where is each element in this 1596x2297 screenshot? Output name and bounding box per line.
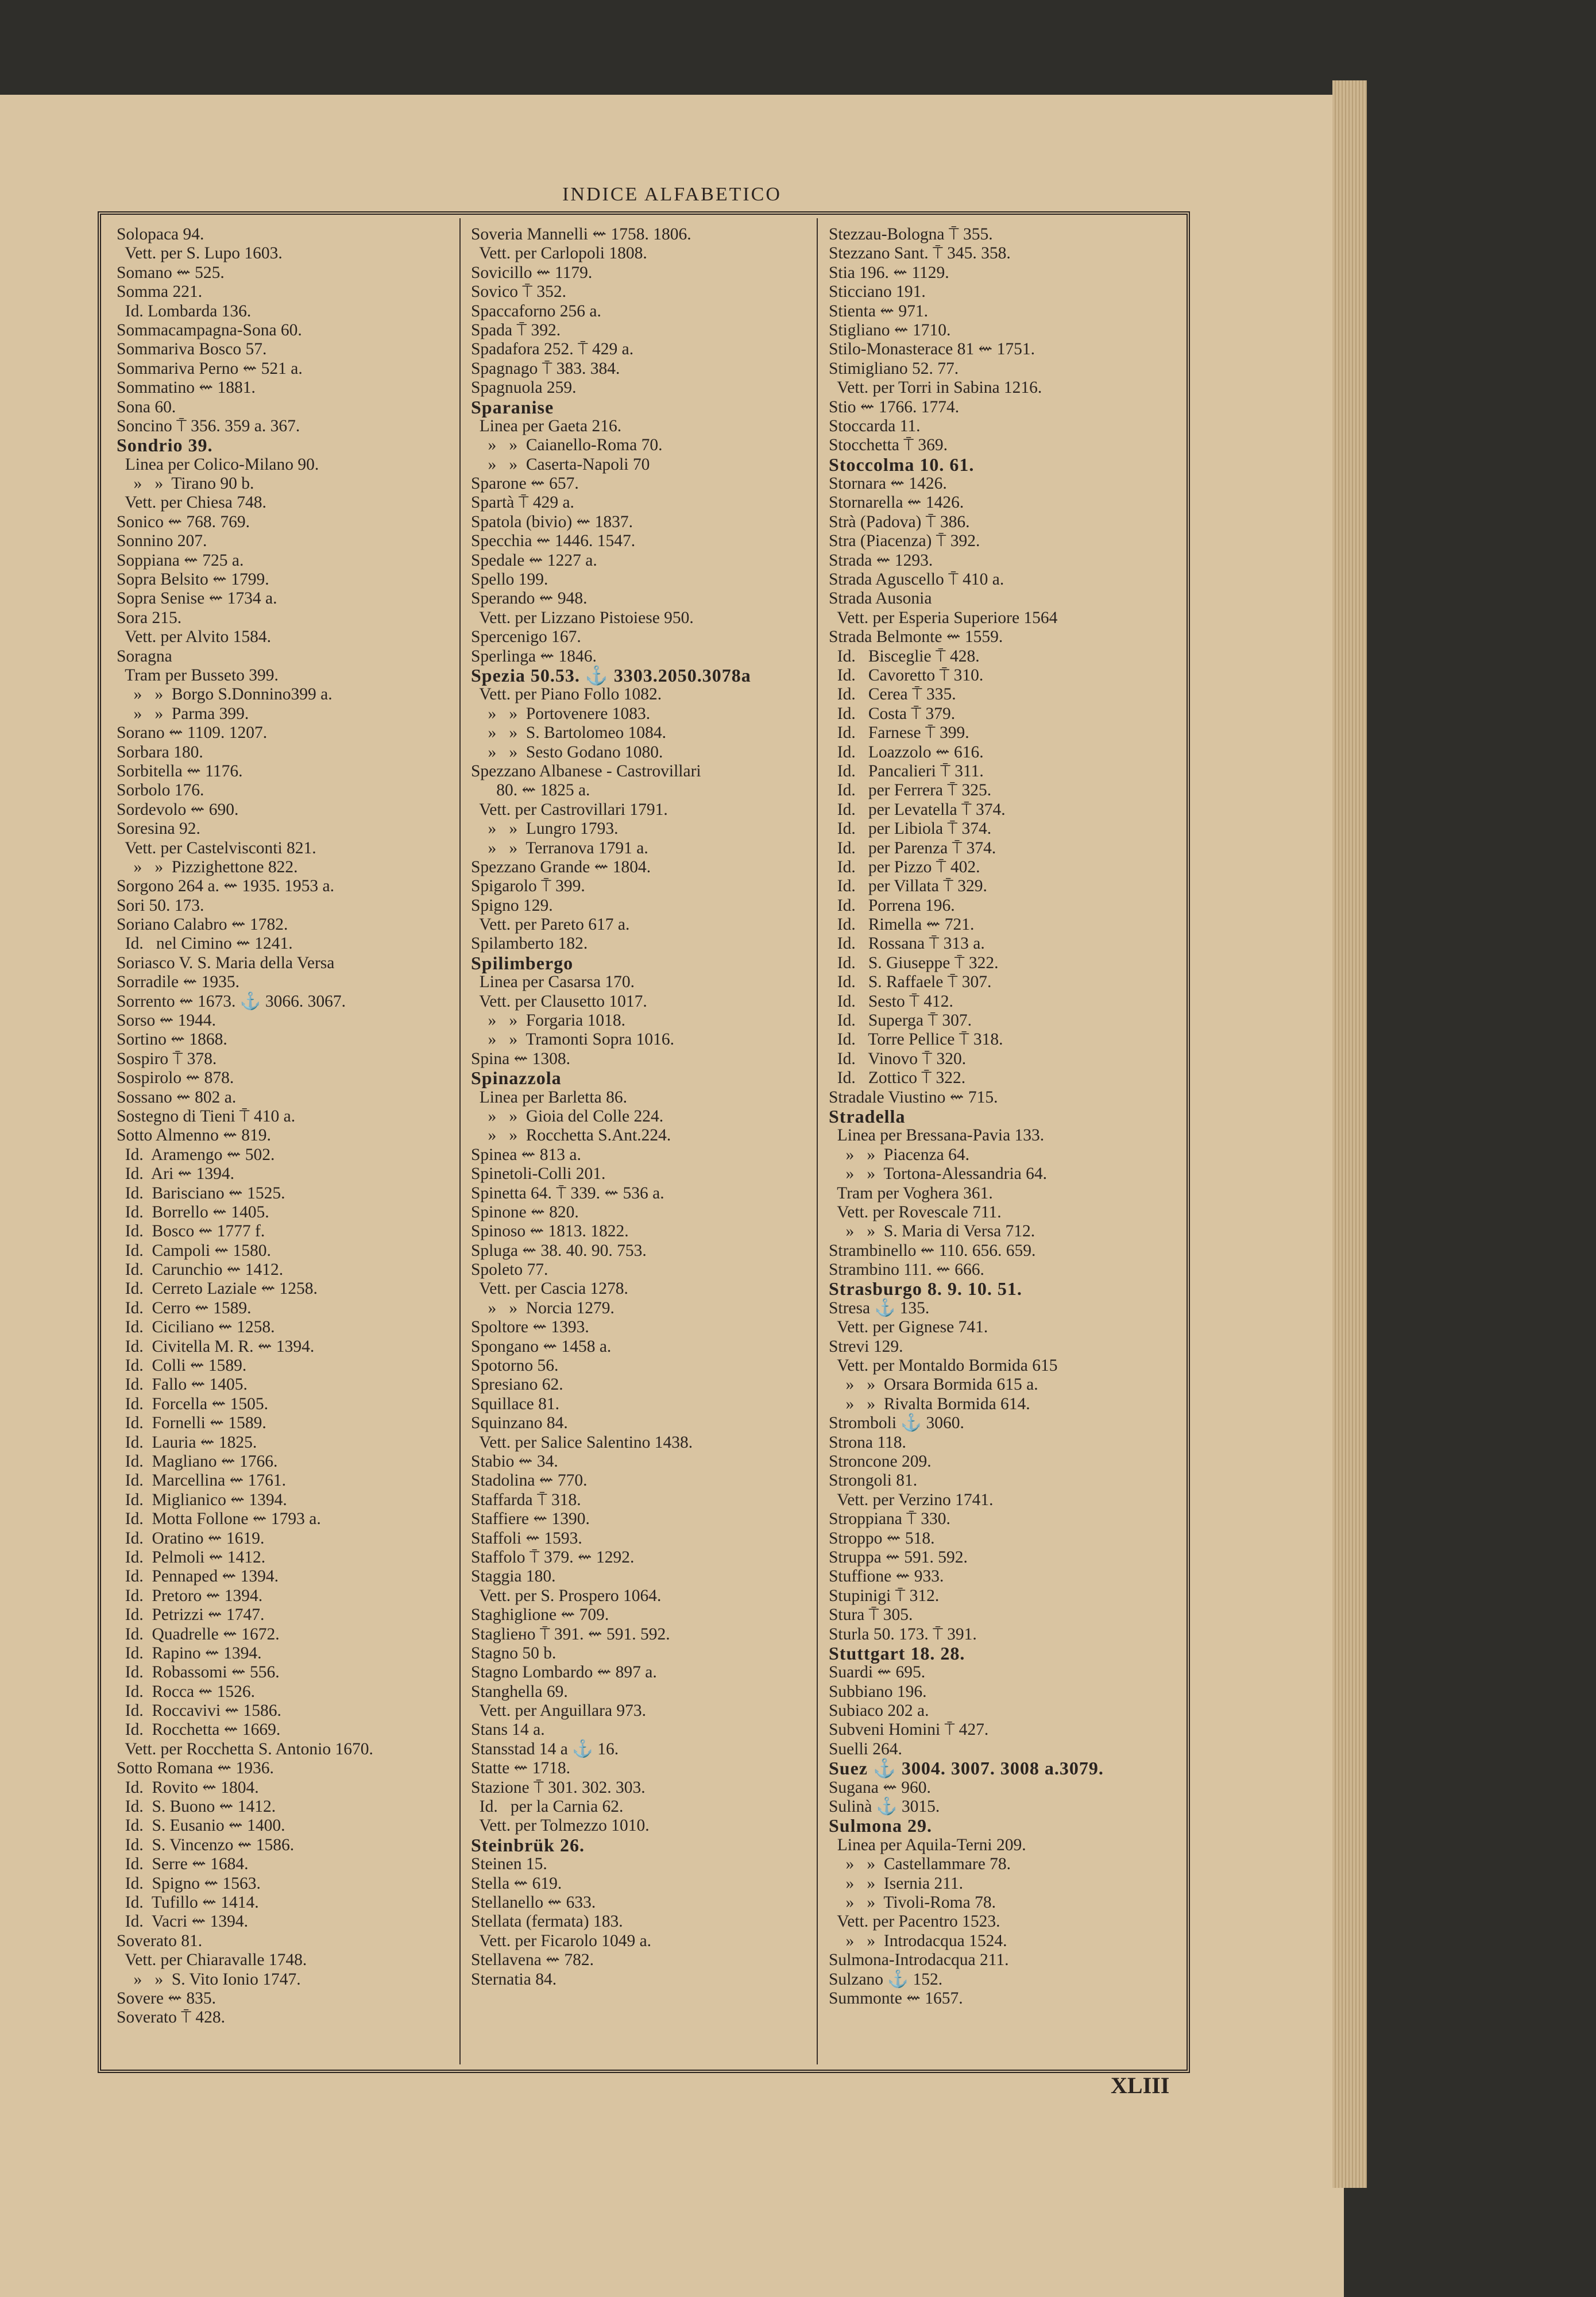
- index-entry: Vett. per Alvito 1584.: [117, 628, 272, 647]
- index-entry: Staffarda ⍑ 318.: [471, 1490, 581, 1509]
- index-entry: Sospirolo ⇜ 878.: [117, 1069, 234, 1088]
- index-entry: Subbiano 196.: [829, 1682, 927, 1701]
- index-column-1: [117, 225, 467, 2028]
- index-entry: Id. Lauria ⇜ 1825.: [117, 1433, 257, 1452]
- index-entry: Id. Bisceglie ⍑ 428.: [829, 647, 980, 666]
- index-entry: Sorradile ⇜ 1935.: [117, 973, 239, 992]
- index-entry: » » Tirano 90 b.: [117, 474, 254, 493]
- index-entry: Stella ⇜ 619.: [471, 1874, 562, 1893]
- index-entry: » » Terranova 1791 a.: [471, 838, 648, 857]
- index-entry: Id. Rossana ⍑ 313 a.: [829, 934, 985, 953]
- index-entry: Vett. per Verzino 1741.: [829, 1490, 994, 1509]
- index-entry: » » Tivoli-Roma 78.: [829, 1893, 996, 1912]
- index-entry: Id. Porrena 196.: [829, 896, 955, 915]
- index-entry: Vett. per Castrovillari 1791.: [471, 800, 668, 819]
- index-entry: Sorano ⇜ 1109. 1207.: [117, 724, 268, 743]
- index-entry: Id. Cerro ⇜ 1589.: [117, 1298, 252, 1317]
- index-entry: Sopra Belsito ⇜ 1799.: [117, 570, 269, 589]
- index-entry: Soveria Mannelli ⇜ 1758. 1806.: [471, 225, 691, 243]
- index-entry: Strada Belmonte ⇜ 1559.: [829, 628, 1003, 647]
- index-entry: Id. Campoli ⇜ 1580.: [117, 1241, 271, 1260]
- index-entry: Staffiere ⇜ 1390.: [471, 1510, 590, 1529]
- index-entry: Stia 196. ⇜ 1129.: [829, 263, 949, 282]
- index-entry: Stornara ⇜ 1426.: [829, 474, 947, 493]
- index-entry: Sulmona-Introdacqua 211.: [829, 1951, 1009, 1970]
- index-entry: » » S. Maria di Versa 712.: [829, 1222, 1035, 1241]
- index-entry: Spartà ⍑ 429 a.: [471, 493, 574, 512]
- index-entry: Id. Ari ⇜ 1394.: [117, 1165, 234, 1184]
- index-entry: Id. Roccavivi ⇜ 1586.: [117, 1702, 281, 1720]
- index-entry: Spagnuola 259.: [471, 378, 577, 397]
- index-entry: Id. Carunchio ⇜ 1412.: [117, 1260, 284, 1279]
- index-entry: Sotto Almenno ⇜ 819.: [117, 1126, 271, 1145]
- index-entry: Sospiro ⍑ 378.: [117, 1049, 217, 1068]
- index-entry: Id. Quadrelle ⇜ 1672.: [117, 1625, 280, 1644]
- index-entry: Id. Cavoretto ⍑ 310.: [829, 666, 984, 685]
- index-entry: Somma 221.: [117, 283, 203, 301]
- index-entry: Linea per Bressana-Pavia 133.: [829, 1126, 1045, 1145]
- index-entry: » » Piacenza 64.: [829, 1145, 969, 1164]
- index-entry: Id. Rocchetta ⇜ 1669.: [117, 1720, 281, 1739]
- index-entry: Id. S. Raffaele ⍑ 307.: [829, 973, 992, 992]
- index-entry: Linea per Casarsa 170.: [471, 973, 635, 992]
- index-entry: Id. Motta Follone ⇜ 1793 a.: [117, 1510, 321, 1529]
- index-entry: Id. Rovito ⇜ 1804.: [117, 1778, 259, 1797]
- page-header: INDICE ALFABETICO: [562, 184, 782, 205]
- index-entry: Soppiana ⇜ 725 a.: [117, 551, 244, 570]
- index-entry: Steinen 15.: [471, 1855, 547, 1874]
- index-entry: Soresina 92.: [117, 819, 200, 838]
- index-entry: Spadafora 252. ⍑ 429 a.: [471, 340, 634, 359]
- index-entry: Id. Pancalieri ⍑ 311.: [829, 761, 984, 780]
- index-entry: Sorbolo 176.: [117, 781, 204, 800]
- index-entry: Linea per Gaeta 216.: [471, 416, 622, 435]
- index-entry: Sovicillo ⇜ 1179.: [471, 263, 593, 282]
- index-entry: Vett. per Pacentro 1523.: [829, 1912, 1000, 1931]
- index-entry: Sulzano ⚓ 152.: [829, 1970, 943, 1989]
- index-entry: Id. S. Eusanio ⇜ 1400.: [117, 1816, 285, 1835]
- index-entry: Sora 215.: [117, 608, 182, 627]
- index-entry: Id. Spigno ⇜ 1563.: [117, 1874, 261, 1893]
- index-entry: Id. per Parenza ⍑ 374.: [829, 838, 996, 857]
- index-entry: Stienta ⇜ 971.: [829, 301, 929, 320]
- index-entry: Sparanise: [471, 396, 554, 417]
- index-entry: Strongoli 81.: [829, 1471, 918, 1490]
- index-entry: Soragna: [117, 647, 172, 666]
- index-entry: Steinbrük 26.: [471, 1834, 585, 1855]
- index-entry: Vett. per S. Prospero 1064.: [471, 1586, 662, 1605]
- index-entry: Suez ⚓ 3004. 3007. 3008 a.3079.: [829, 1758, 1104, 1779]
- index-entry: Tram per Voghera 361.: [829, 1184, 993, 1202]
- index-entry: Linea per Aquila-Terni 209.: [829, 1835, 1026, 1854]
- index-entry: Vett. per Ficarolo 1049 a.: [471, 1931, 652, 1950]
- index-entry: Stans 14 a.: [471, 1720, 545, 1739]
- index-entry: Strona 118.: [829, 1433, 906, 1452]
- index-entry: Spedale ⇜ 1227 a.: [471, 551, 597, 570]
- index-entry: Id. per Levatella ⍑ 374.: [829, 800, 1006, 819]
- index-entry: Id. Fornelli ⇜ 1589.: [117, 1414, 266, 1433]
- index-entry: Spezia 50.53. ⚓ 3303.2050.3078a: [471, 664, 751, 686]
- index-entry: Stuttgart 18. 28.: [829, 1642, 965, 1664]
- index-entry: » » Isernia 211.: [829, 1874, 964, 1893]
- index-entry: Subveni Homini ⍑ 427.: [829, 1720, 989, 1739]
- index-entry: Vett. per Rovescale 711.: [829, 1202, 1002, 1221]
- index-entry: Stradella: [829, 1105, 906, 1127]
- index-entry: Stigliano ⇜ 1710.: [829, 320, 951, 339]
- index-entry: Suardi ⇜ 695.: [829, 1663, 926, 1682]
- index-entry: Id. Marcellina ⇜ 1761.: [117, 1471, 287, 1490]
- index-entry: Sorrento ⇜ 1673. ⚓ 3066. 3067.: [117, 992, 346, 1011]
- index-entry: Sommacampagna-Sona 60.: [117, 320, 302, 339]
- index-entry: Spezzano Grande ⇜ 1804.: [471, 857, 651, 876]
- index-entry: Stoccolma 10. 61.: [829, 454, 975, 475]
- index-entry: Stazione ⍑ 301. 302. 303.: [471, 1778, 646, 1797]
- index-entry: Sperando ⇜ 948.: [471, 589, 588, 608]
- index-entry: Id. Loazzolo ⇜ 616.: [829, 743, 984, 761]
- index-entry: Staggia 180.: [471, 1567, 556, 1586]
- index-entry: Sperlinga ⇜ 1846.: [471, 647, 597, 666]
- index-entry: Squillace 81.: [471, 1394, 560, 1413]
- index-entry: Id. Miglianico ⇜ 1394.: [117, 1490, 287, 1509]
- index-entry: » » Gioia del Colle 224.: [471, 1107, 664, 1126]
- index-entry: Id. Rapino ⇜ 1394.: [117, 1644, 262, 1662]
- index-entry: » » Caianello-Roma 70.: [471, 436, 663, 455]
- index-entry: Linea per Colico-Milano 90.: [117, 455, 319, 474]
- index-entry: Vett. per Torri in Sabina 1216.: [829, 378, 1042, 397]
- index-entry: Sondrio 39.: [117, 435, 213, 456]
- index-entry: Spinone ⇜ 820.: [471, 1202, 579, 1221]
- index-entry: Spinoso ⇜ 1813. 1822.: [471, 1222, 629, 1241]
- index-entry: Sostegno di Tieni ⍑ 410 a.: [117, 1107, 296, 1126]
- index-entry: Id. Lombarda 136.: [117, 301, 252, 320]
- index-entry: Spatola (bivio) ⇜ 1837.: [471, 512, 633, 531]
- index-entry: Stradale Viustino ⇜ 715.: [829, 1088, 998, 1107]
- index-entry: Spello 199.: [471, 570, 548, 589]
- index-entry: Stellata (fermata) 183.: [471, 1912, 623, 1931]
- index-entry: Spongano ⇜ 1458 a.: [471, 1337, 612, 1356]
- index-entry: Statte ⇜ 1718.: [471, 1759, 571, 1778]
- index-entry: Id. Magliano ⇜ 1766.: [117, 1452, 278, 1471]
- index-entry: » » Borgo S.Donnino399 a.: [117, 685, 333, 704]
- index-entry: Sordevolo ⇜ 690.: [117, 800, 239, 819]
- index-entry: Stroppiana ⍑ 330.: [829, 1510, 950, 1529]
- index-entry: » » Pizzighettone 822.: [117, 857, 298, 876]
- index-entry: » » Tramonti Sopra 1016.: [471, 1030, 675, 1049]
- index-entry: Id. Zottico ⍑ 322.: [829, 1069, 966, 1088]
- index-entry: Id. Forcella ⇜ 1505.: [117, 1394, 268, 1413]
- page-number: XLIII: [1111, 2072, 1170, 2098]
- index-entry: Id. per Ferrera ⍑ 325.: [829, 781, 992, 800]
- index-entry: Sturla 50. 173. ⍑ 391.: [829, 1625, 977, 1644]
- index-entry: Spoltore ⇜ 1393.: [471, 1318, 589, 1337]
- index-entry: Id. Rimella ⇜ 721.: [829, 915, 975, 934]
- index-entry: Id. S. Vincenzo ⇜ 1586.: [117, 1835, 295, 1854]
- index-entry: Stezzano Sant. ⍑ 345. 358.: [829, 244, 1011, 263]
- index-entry: Stroncone 209.: [829, 1452, 932, 1471]
- index-entry: Id. nel Cimino ⇜ 1241.: [117, 934, 293, 953]
- index-entry: Sona 60.: [117, 397, 176, 416]
- index-entry: Spigno 129.: [471, 896, 553, 915]
- index-entry: Id. Barisciano ⇜ 1525.: [117, 1184, 285, 1202]
- index-entry: Id. per Villata ⍑ 329.: [829, 877, 987, 896]
- index-entry: Id. Pennaped ⇜ 1394.: [117, 1567, 279, 1586]
- index-entry: Vett. per Anguillara 973.: [471, 1702, 647, 1720]
- index-entry: Id. Rocca ⇜ 1526.: [117, 1682, 255, 1701]
- index-entry: Vett. per Piano Follo 1082.: [471, 685, 662, 704]
- index-entry: Strada ⇜ 1293.: [829, 551, 933, 570]
- index-entry: Stansstad 14 a ⚓ 16.: [471, 1739, 619, 1758]
- index-entry: » » S. Vito Ionio 1747.: [117, 1970, 301, 1989]
- index-entry: » » Norcia 1279.: [471, 1298, 615, 1317]
- index-entry: Stocchetta ⍑ 369.: [829, 436, 948, 455]
- index-entry: Sovico ⍑ 352.: [471, 283, 567, 301]
- index-entry: Sonico ⇜ 768. 769.: [117, 512, 250, 531]
- index-entry: Strevi 129.: [829, 1337, 903, 1356]
- index-entry: Spigarolo ⍑ 399.: [471, 877, 585, 896]
- index-entry: » » Lungro 1793.: [471, 819, 619, 838]
- index-entry: Sommariva Perno ⇜ 521 a.: [117, 359, 303, 378]
- index-entry: Spagnago ⍑ 383. 384.: [471, 359, 620, 378]
- index-entry: Id. Vacri ⇜ 1394.: [117, 1912, 248, 1931]
- index-entry: Id. Cerreto Laziale ⇜ 1258.: [117, 1279, 318, 1298]
- index-entry: Id. Robassomi ⇜ 556.: [117, 1663, 280, 1682]
- index-entry: Id. Bosco ⇜ 1777 f.: [117, 1222, 265, 1241]
- index-entry: Sparone ⇜ 657.: [471, 474, 579, 493]
- index-entry: Linea per Barletta 86.: [471, 1088, 627, 1107]
- index-entry: Id. Cerea ⍑ 335.: [829, 685, 956, 704]
- index-entry: Sommariva Bosco 57.: [117, 340, 267, 359]
- index-entry: Spinea ⇜ 813 a.: [471, 1145, 581, 1164]
- index-entry: Sternatia 84.: [471, 1970, 557, 1989]
- index-entry: Sovere ⇜ 835.: [117, 1989, 217, 2008]
- index-entry: » » S. Bartolomeo 1084.: [471, 724, 667, 743]
- index-entry: Soncino ⍑ 356. 359 a. 367.: [117, 416, 300, 435]
- index-entry: Spilamberto 182.: [471, 934, 588, 953]
- index-entry: Vett. per Cascia 1278.: [471, 1279, 628, 1298]
- index-entry: Sorbara 180.: [117, 743, 203, 761]
- index-entry: Sulmona 29.: [829, 1815, 932, 1836]
- index-entry: Sommatino ⇜ 1881.: [117, 378, 256, 397]
- index-entry: Stresa ⚓ 135.: [829, 1298, 930, 1317]
- index-column-2: [471, 225, 821, 1989]
- index-entry: Stagno Lombardo ⇜ 897 a.: [471, 1663, 657, 1682]
- index-entry: Strasburgo 8. 9. 10. 51.: [829, 1278, 1022, 1300]
- index-entry: » » Rocchetta S.Ant.224.: [471, 1126, 671, 1145]
- index-entry: Stra (Piacenza) ⍑ 392.: [829, 532, 980, 551]
- index-entry: Stornarella ⇜ 1426.: [829, 493, 964, 512]
- index-entry: Soriasco V. S. Maria della Versa: [117, 953, 335, 972]
- index-entry: Suelli 264.: [829, 1739, 902, 1758]
- index-entry: Spilimbergo: [471, 952, 574, 973]
- index-entry: Vett. per Chiesa 748.: [117, 493, 266, 512]
- index-entry: Vett. per Carlopoli 1808.: [471, 244, 647, 263]
- index-entry: » » Tortona-Alessandria 64.: [829, 1165, 1047, 1184]
- index-entry: Id. Fallo ⇜ 1405.: [117, 1375, 248, 1394]
- index-entry: Spresiano 62.: [471, 1375, 563, 1394]
- index-entry: Id. Oratino ⇜ 1619.: [117, 1529, 265, 1548]
- index-entry: Stezzau-Bologna ⍑ 355.: [829, 225, 993, 243]
- index-entry: Vett. per Clausetto 1017.: [471, 992, 647, 1011]
- index-entry: » » Introdacqua 1524.: [829, 1931, 1007, 1950]
- index-entry: Id. Costa ⍑ 379.: [829, 704, 956, 723]
- index-entry: Spinazzola: [471, 1068, 562, 1089]
- index-entry: Staffolo ⍑ 379. ⇜ 1292.: [471, 1548, 635, 1567]
- index-entry: Id. Farnese ⍑ 399.: [829, 724, 969, 743]
- index-entry: Sori 50. 173.: [117, 896, 204, 915]
- index-entry: Strambinello ⇜ 110. 656. 659.: [829, 1241, 1036, 1260]
- index-entry: Spotorno 56.: [471, 1356, 559, 1375]
- index-entry: Spada ⍑ 392.: [471, 320, 561, 339]
- index-entry: Stilo-Monasterace 81 ⇜ 1751.: [829, 340, 1035, 359]
- index-entry: Somano ⇜ 525.: [117, 263, 225, 282]
- index-entry: Vett. per Rocchetta S. Antonio 1670.: [117, 1739, 373, 1758]
- index-entry: Subiaco 202 a.: [829, 1702, 929, 1720]
- index-entry: Sorbitella ⇜ 1176.: [117, 761, 243, 780]
- index-entry: Id. per Pizzo ⍑ 402.: [829, 857, 980, 876]
- index-entry: 80. ⇜ 1825 a.: [471, 781, 590, 800]
- index-entry: » » Castellammare 78.: [829, 1855, 1011, 1874]
- index-entry: Id. Torre Pellice ⍑ 318.: [829, 1030, 1003, 1049]
- index-entry: Id. Sesto ⍑ 412.: [829, 992, 953, 1011]
- index-entry: Vett. per Lizzano Pistoiese 950.: [471, 608, 694, 627]
- index-entry: Sugana ⇜ 960.: [829, 1778, 931, 1797]
- index-entry: Vett. per S. Lupo 1603.: [117, 244, 283, 263]
- index-entry: Soverato 81.: [117, 1931, 203, 1950]
- index-entry: Vett. per Chiaravalle 1748.: [117, 1951, 307, 1970]
- index-entry: Vett. per Castelvisconti 821.: [117, 838, 316, 857]
- index-entry: Spinetta 64. ⍑ 339. ⇜ 536 a.: [471, 1184, 664, 1202]
- index-entry: Id. Pelmoli ⇜ 1412.: [117, 1548, 266, 1567]
- index-entry: Sticciano 191.: [829, 283, 926, 301]
- index-entry: Stabio ⇜ 34.: [471, 1452, 558, 1471]
- index-entry: Spoleto 77.: [471, 1260, 548, 1279]
- index-entry: Staghiglione ⇜ 709.: [471, 1606, 609, 1625]
- index-entry: Sulinà ⚓ 3015.: [829, 1797, 940, 1816]
- index-entry: Stura ⍑ 305.: [829, 1606, 913, 1625]
- index-entry: Id. S. Giuseppe ⍑ 322.: [829, 953, 999, 972]
- index-entry: Vett. per Gignese 741.: [829, 1318, 988, 1337]
- index-entry: Soverato ⍑ 428.: [117, 2008, 225, 2027]
- index-entry: Stio ⇜ 1766. 1774.: [829, 397, 960, 416]
- index-entry: » » Sesto Godano 1080.: [471, 743, 663, 761]
- index-entry: Staffoli ⇜ 1593.: [471, 1529, 582, 1548]
- index-entry: Sossano ⇜ 802 a.: [117, 1088, 237, 1107]
- index-entry: Id. Aramengo ⇜ 502.: [117, 1145, 275, 1164]
- index-entry: Stromboli ⚓ 3060.: [829, 1414, 964, 1433]
- index-entry: Stanghella 69.: [471, 1682, 568, 1701]
- index-entry: Strà (Padova) ⍑ 386.: [829, 512, 970, 531]
- index-entry: Struppa ⇜ 591. 592.: [829, 1548, 968, 1567]
- index-entry: » » Orsara Bormida 615 a.: [829, 1375, 1038, 1394]
- index-entry: Stupinigi ⍑ 312.: [829, 1586, 940, 1605]
- index-entry: » » Forgaria 1018.: [471, 1011, 626, 1030]
- index-entry: » » Caserta-Napoli 70: [471, 455, 650, 474]
- index-entry: Vett. per Tolmezzo 1010.: [471, 1816, 650, 1835]
- index-entry: Id. Serre ⇜ 1684.: [117, 1855, 249, 1874]
- index-entry: Vett. per Montaldo Bormida 615: [829, 1356, 1058, 1375]
- index-entry: Sortino ⇜ 1868.: [117, 1030, 227, 1049]
- index-entry: Stagliено ⍑ 391. ⇜ 591. 592.: [471, 1625, 670, 1644]
- page-edges: [1332, 80, 1367, 2188]
- index-entry: Spercenigo 167.: [471, 628, 581, 647]
- index-entry: Vett. per Esperia Superiore 1564: [829, 608, 1058, 627]
- index-entry: Specchia ⇜ 1446. 1547.: [471, 532, 636, 551]
- index-entry: Stuffione ⇜ 933.: [829, 1567, 944, 1586]
- index-entry: Strada Aguscello ⍑ 410 a.: [829, 570, 1004, 589]
- index-entry: Sopra Senise ⇜ 1734 a.: [117, 589, 277, 608]
- index-entry: Vett. per Pareto 617 a.: [471, 915, 630, 934]
- index-entry: Sorgono 264 a. ⇜ 1935. 1953 a.: [117, 877, 334, 896]
- index-entry: Id. Tufillo ⇜ 1414.: [117, 1893, 259, 1912]
- index-entry: Stimigliano 52. 77.: [829, 359, 959, 378]
- index-entry: Id. Colli ⇜ 1589.: [117, 1356, 247, 1375]
- index-entry: Id. S. Buono ⇜ 1412.: [117, 1797, 276, 1816]
- index-column-3: [829, 225, 1179, 2008]
- index-entry: Sonnino 207.: [117, 532, 207, 551]
- index-entry: » » Portovenere 1083.: [471, 704, 651, 723]
- index-entry: Sotto Romana ⇜ 1936.: [117, 1759, 274, 1778]
- index-entry: Id. Superga ⍑ 307.: [829, 1011, 972, 1030]
- index-entry: Strambino 111. ⇜ 666.: [829, 1260, 984, 1279]
- index-entry: Stagno 50 b.: [471, 1644, 557, 1662]
- index-entry: Id. Vinovo ⍑ 320.: [829, 1049, 967, 1068]
- index-entry: Solopaca 94.: [117, 225, 204, 243]
- index-entry: Summonte ⇜ 1657.: [829, 1989, 963, 2008]
- index-entry: Stroppo ⇜ 518.: [829, 1529, 935, 1548]
- index-entry: Id. per la Carnia 62.: [471, 1797, 624, 1816]
- index-entry: Spinetoli-Colli 201.: [471, 1165, 606, 1184]
- index-entry: Spaccaforno 256 a.: [471, 301, 601, 320]
- index-entry: Id. Ciciliano ⇜ 1258.: [117, 1318, 275, 1337]
- index-entry: » » Rivalta Bormida 614.: [829, 1394, 1030, 1413]
- index-entry: Spina ⇜ 1308.: [471, 1049, 571, 1068]
- index-entry: Stellanello ⇜ 633.: [471, 1893, 596, 1912]
- index-entry: Soriano Calabro ⇜ 1782.: [117, 915, 288, 934]
- index-entry: Strada Ausonia: [829, 589, 932, 608]
- index-entry: Id. Borrello ⇜ 1405.: [117, 1202, 269, 1221]
- index-entry: Spezzano Albanese - Castrovillari: [471, 761, 701, 780]
- index-entry: Stellavena ⇜ 782.: [471, 1951, 594, 1970]
- index-entry: Id. Pretoro ⇜ 1394.: [117, 1586, 263, 1605]
- index-entry: Id. per Libiola ⍑ 374.: [829, 819, 992, 838]
- index-entry: Stadolina ⇜ 770.: [471, 1471, 588, 1490]
- index-entry: Vett. per Salice Salentino 1438.: [471, 1433, 693, 1452]
- index-entry: Squinzano 84.: [471, 1414, 568, 1433]
- index-entry: » » Parma 399.: [117, 704, 249, 723]
- index-entry: Spluga ⇜ 38. 40. 90. 753.: [471, 1241, 647, 1260]
- index-entry: Stoccarda 11.: [829, 416, 921, 435]
- index-entry: Id. Petrizzi ⇜ 1747.: [117, 1606, 265, 1625]
- index-entry: Tram per Busseto 399.: [117, 666, 279, 685]
- index-entry: Sorso ⇜ 1944.: [117, 1011, 217, 1030]
- index-entry: Id. Civitella M. R. ⇜ 1394.: [117, 1337, 315, 1356]
